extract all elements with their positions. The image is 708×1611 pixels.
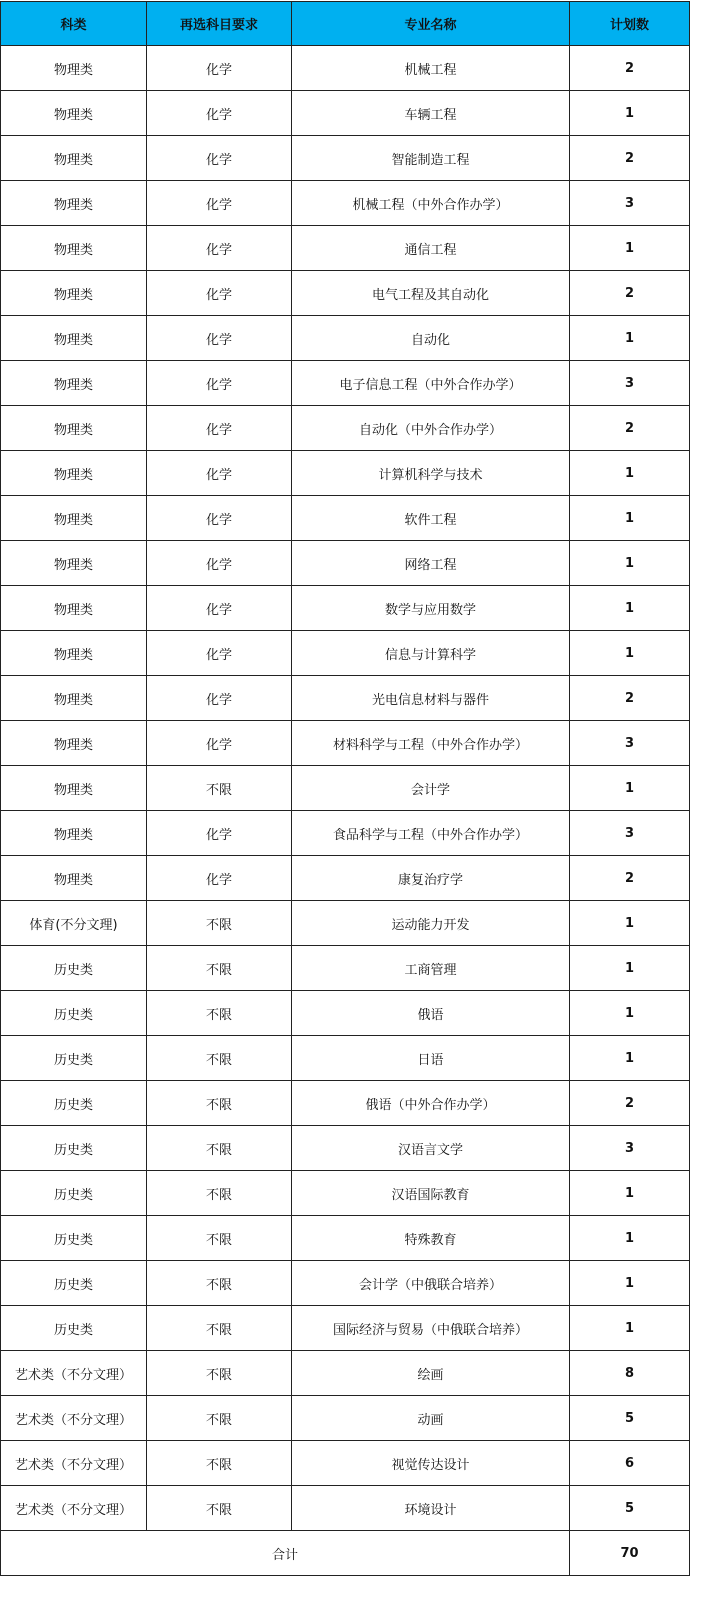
cell-requirement: 不限: [147, 1171, 292, 1216]
cell-category: 物理类: [1, 496, 147, 541]
cell-requirement: 不限: [147, 1081, 292, 1126]
cell-category: 物理类: [1, 181, 147, 226]
cell-category: 物理类: [1, 541, 147, 586]
table-row: [1, 406, 690, 451]
table-row: [1, 1306, 690, 1351]
cell-major: 汉语国际教育: [292, 1171, 570, 1216]
enrollment-plan-table: [0, 1, 690, 1576]
cell-requirement: 不限: [147, 1306, 292, 1351]
cell-plan: 1: [570, 1171, 690, 1216]
cell-plan: 1: [570, 1261, 690, 1306]
cell-requirement: 化学: [147, 451, 292, 496]
cell-requirement: 不限: [147, 1351, 292, 1396]
table-row: [1, 496, 690, 541]
cell-requirement: 化学: [147, 721, 292, 766]
cell-plan: 1: [570, 226, 690, 271]
cell-plan: 8: [570, 1351, 690, 1396]
cell-major: 绘画: [292, 1351, 570, 1396]
table-row: [1, 676, 690, 721]
cell-category: 物理类: [1, 316, 147, 361]
header-plan: 计划数: [570, 2, 690, 46]
cell-requirement: 化学: [147, 586, 292, 631]
cell-plan: 5: [570, 1486, 690, 1531]
cell-major: 信息与计算科学: [292, 631, 570, 676]
cell-category: 艺术类（不分文理）: [1, 1396, 147, 1441]
cell-plan: 3: [570, 361, 690, 406]
table-row: [1, 1036, 690, 1081]
cell-major: 汉语言文学: [292, 1126, 570, 1171]
table-row: [1, 946, 690, 991]
cell-requirement: 化学: [147, 811, 292, 856]
cell-major: 网络工程: [292, 541, 570, 586]
cell-major: 康复治疗学: [292, 856, 570, 901]
cell-requirement: 化学: [147, 676, 292, 721]
cell-category: 艺术类（不分文理）: [1, 1351, 147, 1396]
cell-plan: 2: [570, 136, 690, 181]
cell-category: 物理类: [1, 721, 147, 766]
table-row: [1, 991, 690, 1036]
table-row: [1, 1261, 690, 1306]
cell-plan: 1: [570, 901, 690, 946]
cell-plan: 1: [570, 1306, 690, 1351]
cell-major: 运动能力开发: [292, 901, 570, 946]
cell-major: 自动化（中外合作办学）: [292, 406, 570, 451]
cell-major: 会计学: [292, 766, 570, 811]
cell-major: 国际经济与贸易（中俄联合培养）: [292, 1306, 570, 1351]
header-requirement: 再选科目要求: [147, 2, 292, 46]
table-body: [1, 46, 690, 1531]
table-row: [1, 1396, 690, 1441]
cell-plan: 2: [570, 1081, 690, 1126]
cell-major: 光电信息材料与器件: [292, 676, 570, 721]
cell-requirement: 化学: [147, 46, 292, 91]
cell-requirement: 化学: [147, 226, 292, 271]
table-row: [1, 1081, 690, 1126]
cell-category: 艺术类（不分文理）: [1, 1441, 147, 1486]
cell-plan: 3: [570, 721, 690, 766]
cell-category: 物理类: [1, 136, 147, 181]
cell-category: 艺术类（不分文理）: [1, 1486, 147, 1531]
cell-category: 物理类: [1, 811, 147, 856]
cell-major: 环境设计: [292, 1486, 570, 1531]
cell-plan: 5: [570, 1396, 690, 1441]
cell-plan: 1: [570, 586, 690, 631]
cell-category: 物理类: [1, 91, 147, 136]
cell-requirement: 不限: [147, 991, 292, 1036]
cell-major: 电子信息工程（中外合作办学）: [292, 361, 570, 406]
cell-major: 俄语: [292, 991, 570, 1036]
table-row: [1, 1486, 690, 1531]
table-row: [1, 811, 690, 856]
cell-plan: 1: [570, 316, 690, 361]
cell-major: 动画: [292, 1396, 570, 1441]
cell-major: 工商管理: [292, 946, 570, 991]
table-row: [1, 1351, 690, 1396]
header-category: 科类: [1, 2, 147, 46]
cell-category: 历史类: [1, 1126, 147, 1171]
cell-requirement: 化学: [147, 496, 292, 541]
cell-major: 通信工程: [292, 226, 570, 271]
cell-major: 视觉传达设计: [292, 1441, 570, 1486]
cell-plan: 1: [570, 766, 690, 811]
cell-requirement: 不限: [147, 1486, 292, 1531]
cell-plan: 3: [570, 1126, 690, 1171]
cell-category: 物理类: [1, 766, 147, 811]
cell-requirement: 不限: [147, 1126, 292, 1171]
cell-category: 历史类: [1, 946, 147, 991]
total-row: [1, 1531, 690, 1576]
cell-category: 物理类: [1, 46, 147, 91]
cell-plan: 1: [570, 991, 690, 1036]
cell-category: 历史类: [1, 1171, 147, 1216]
cell-requirement: 不限: [147, 1036, 292, 1081]
cell-major: 特殊教育: [292, 1216, 570, 1261]
total-plan: 70: [570, 1531, 690, 1576]
cell-plan: 1: [570, 91, 690, 136]
cell-requirement: 不限: [147, 901, 292, 946]
cell-major: 俄语（中外合作办学）: [292, 1081, 570, 1126]
cell-category: 历史类: [1, 1261, 147, 1306]
table-row: [1, 1126, 690, 1171]
cell-category: 物理类: [1, 451, 147, 496]
cell-major: 会计学（中俄联合培养）: [292, 1261, 570, 1306]
cell-category: 历史类: [1, 1081, 147, 1126]
cell-category: 物理类: [1, 271, 147, 316]
cell-plan: 1: [570, 451, 690, 496]
table-row: [1, 1216, 690, 1261]
table-header-row: [1, 2, 690, 46]
table-row: [1, 1171, 690, 1216]
cell-plan: 1: [570, 496, 690, 541]
cell-category: 物理类: [1, 406, 147, 451]
cell-plan: 1: [570, 541, 690, 586]
cell-major: 机械工程: [292, 46, 570, 91]
table-row: [1, 226, 690, 271]
cell-requirement: 化学: [147, 541, 292, 586]
cell-plan: 3: [570, 811, 690, 856]
cell-major: 日语: [292, 1036, 570, 1081]
cell-major: 机械工程（中外合作办学）: [292, 181, 570, 226]
table-row: [1, 91, 690, 136]
cell-major: 车辆工程: [292, 91, 570, 136]
cell-category: 体育(不分文理): [1, 901, 147, 946]
table-row: [1, 541, 690, 586]
cell-major: 食品科学与工程（中外合作办学）: [292, 811, 570, 856]
cell-plan: 3: [570, 181, 690, 226]
table-row: [1, 721, 690, 766]
cell-plan: 2: [570, 676, 690, 721]
cell-plan: 1: [570, 946, 690, 991]
cell-category: 历史类: [1, 1306, 147, 1351]
cell-category: 历史类: [1, 1216, 147, 1261]
table-row: [1, 451, 690, 496]
cell-requirement: 化学: [147, 406, 292, 451]
cell-major: 电气工程及其自动化: [292, 271, 570, 316]
cell-plan: 2: [570, 856, 690, 901]
cell-major: 软件工程: [292, 496, 570, 541]
table-row: [1, 181, 690, 226]
cell-major: 数学与应用数学: [292, 586, 570, 631]
table-row: [1, 856, 690, 901]
cell-requirement: 化学: [147, 181, 292, 226]
table-row: [1, 586, 690, 631]
total-label: 合计: [1, 1531, 570, 1576]
cell-category: 物理类: [1, 586, 147, 631]
cell-requirement: 化学: [147, 631, 292, 676]
cell-plan: 6: [570, 1441, 690, 1486]
cell-plan: 1: [570, 631, 690, 676]
cell-plan: 1: [570, 1036, 690, 1081]
cell-major: 材料科学与工程（中外合作办学）: [292, 721, 570, 766]
table-row: [1, 1441, 690, 1486]
cell-requirement: 不限: [147, 1261, 292, 1306]
cell-requirement: 化学: [147, 361, 292, 406]
cell-plan: 2: [570, 406, 690, 451]
cell-requirement: 化学: [147, 136, 292, 181]
table-row: [1, 136, 690, 181]
cell-category: 物理类: [1, 361, 147, 406]
cell-requirement: 不限: [147, 946, 292, 991]
cell-requirement: 化学: [147, 91, 292, 136]
cell-requirement: 不限: [147, 1396, 292, 1441]
cell-requirement: 不限: [147, 766, 292, 811]
cell-category: 物理类: [1, 631, 147, 676]
cell-requirement: 不限: [147, 1441, 292, 1486]
cell-requirement: 化学: [147, 856, 292, 901]
cell-category: 历史类: [1, 1036, 147, 1081]
table-row: [1, 271, 690, 316]
cell-requirement: 化学: [147, 316, 292, 361]
cell-requirement: 化学: [147, 271, 292, 316]
cell-major: 计算机科学与技术: [292, 451, 570, 496]
cell-category: 物理类: [1, 856, 147, 901]
cell-category: 物理类: [1, 226, 147, 271]
table-row: [1, 316, 690, 361]
table-row: [1, 631, 690, 676]
table-row: [1, 361, 690, 406]
cell-plan: 2: [570, 46, 690, 91]
header-major: 专业名称: [292, 2, 570, 46]
cell-category: 历史类: [1, 991, 147, 1036]
table-row: [1, 46, 690, 91]
cell-plan: 1: [570, 1216, 690, 1261]
cell-category: 物理类: [1, 676, 147, 721]
cell-major: 智能制造工程: [292, 136, 570, 181]
cell-plan: 2: [570, 271, 690, 316]
cell-requirement: 不限: [147, 1216, 292, 1261]
cell-major: 自动化: [292, 316, 570, 361]
table-row: [1, 901, 690, 946]
table-row: [1, 766, 690, 811]
